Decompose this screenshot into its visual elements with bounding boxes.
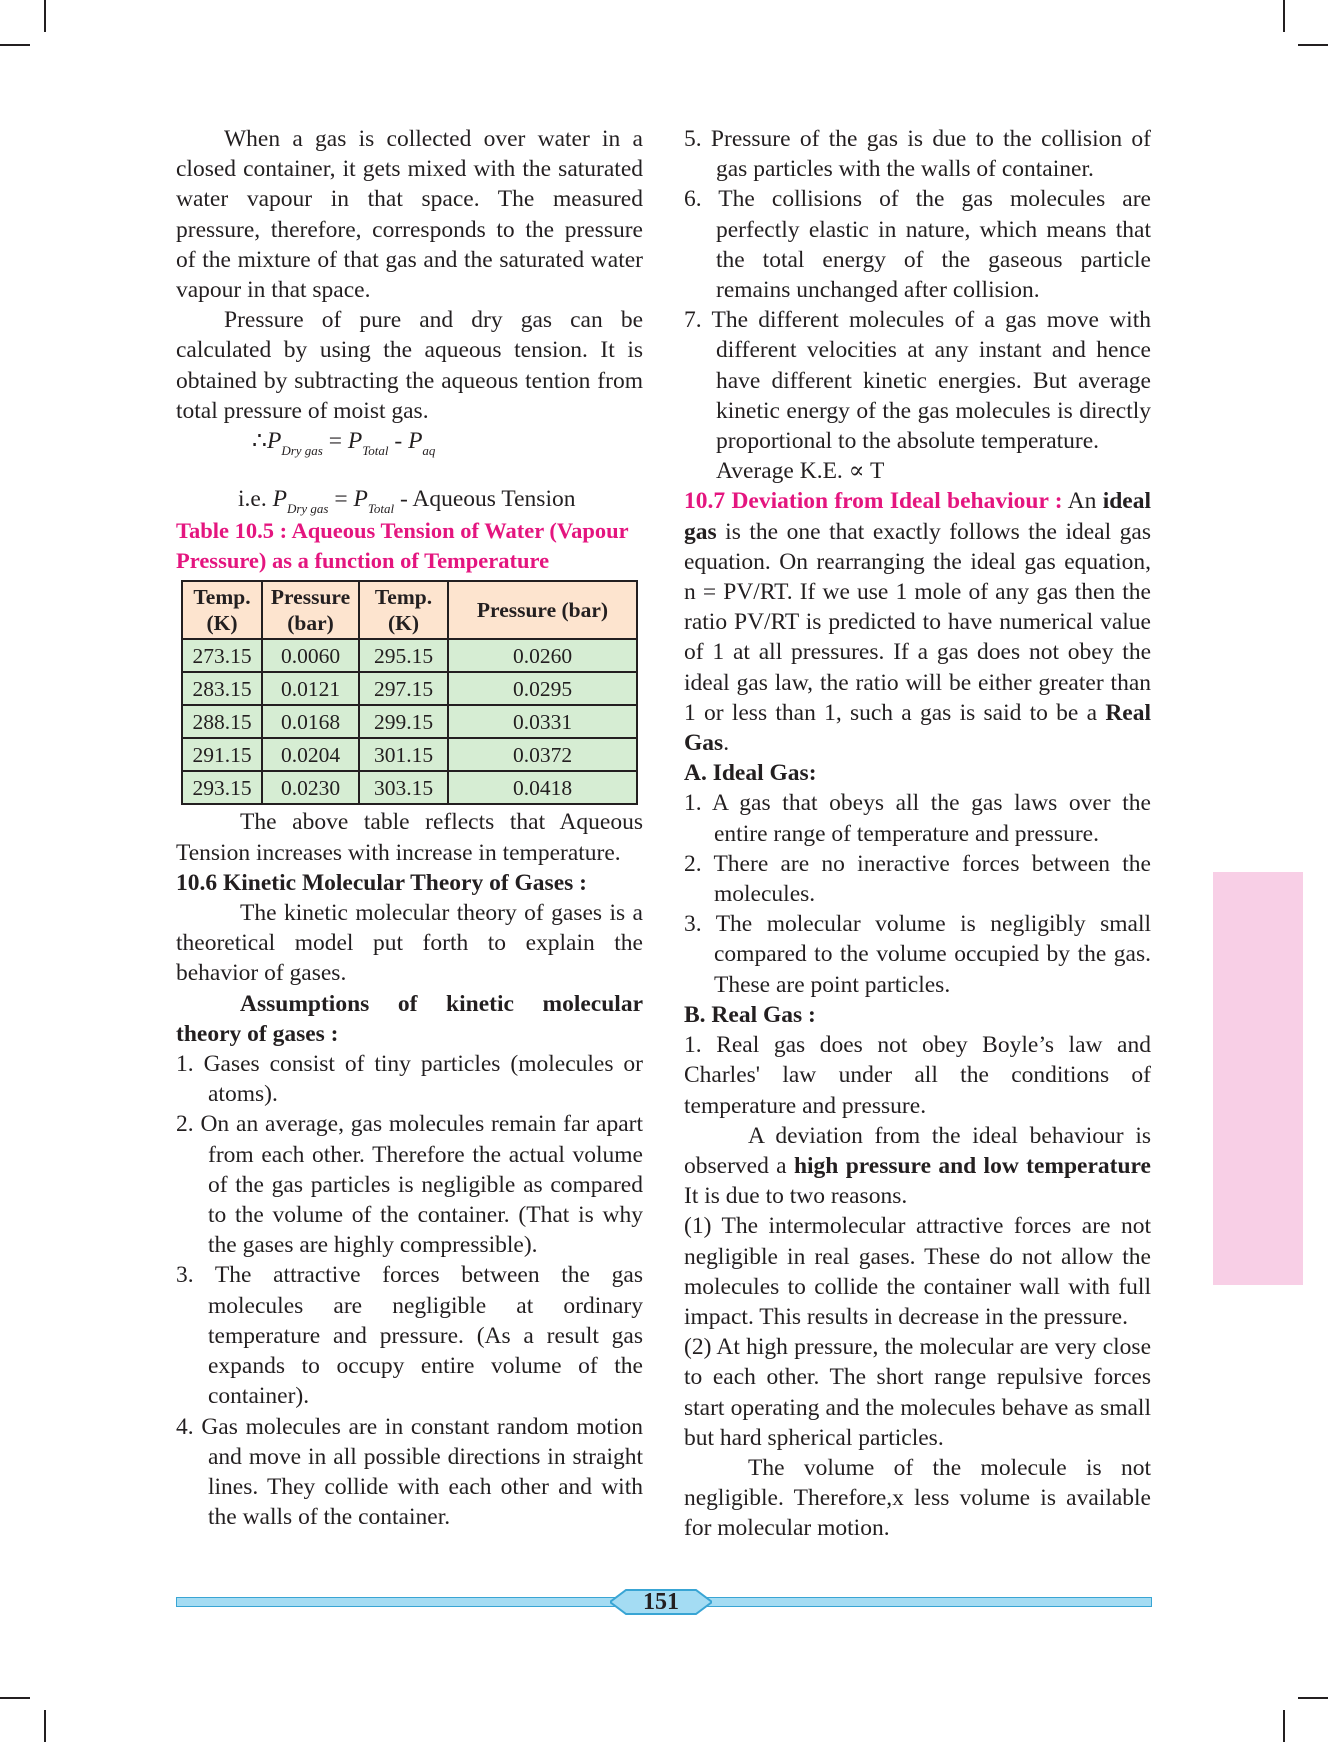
eq-subscript: Dry gas bbox=[281, 443, 323, 459]
table-row bbox=[182, 672, 637, 705]
eq-symbol: P bbox=[266, 428, 282, 455]
paragraph: The above table reflects that Aqueous Tension increases with increase in temperature. bbox=[176, 809, 643, 866]
table-header: Temp. (K) bbox=[359, 581, 448, 639]
eq-symbol: P bbox=[353, 486, 368, 513]
crop-mark bbox=[44, 0, 46, 32]
table-cell: 0.0060 bbox=[262, 639, 359, 672]
text-run: A deviation from the ideal behaviour is observed a bbox=[684, 1122, 1151, 1179]
eq-operator: = bbox=[328, 486, 354, 513]
paragraph: The kinetic molecular theory of gases is a theoretical model put forth to explain the behavior of gases. bbox=[176, 900, 643, 987]
crop-mark bbox=[1283, 1710, 1285, 1742]
eq-tail: - Aqueous Tension bbox=[394, 486, 576, 513]
right-column bbox=[684, 124, 1151, 1544]
paragraph: The volume of the molecule is not negligible. Therefore,x less volume is available for molecular motion. bbox=[684, 1454, 1151, 1542]
table-cell: 0.0204 bbox=[262, 738, 359, 771]
table-cell: 288.15 bbox=[182, 705, 262, 738]
table-header: Temp. (K) bbox=[182, 581, 262, 639]
eq-symbol: P bbox=[272, 486, 287, 513]
list-item: 1. A gas that obeys all the gas laws over the entire range of temperature and pressure. bbox=[684, 790, 1151, 847]
aqueous-tension-table bbox=[181, 580, 638, 805]
list-item: 4. Gas molecules are in constant random motion and move in all possible directions in straight lines. They collide with each other and with the walls of the container. bbox=[176, 1413, 643, 1531]
list-item: 1. Gases consist of tiny particles (molecules or atoms). bbox=[176, 1051, 643, 1108]
bold-term: high pressure and low temperature bbox=[793, 1152, 1151, 1179]
table-cell: 301.15 bbox=[359, 738, 448, 771]
eq-operator: - bbox=[388, 428, 409, 455]
paragraph: 1. Real gas does not obey Boyle’s law and Charles' law under all the conditions of temperature and pressure. bbox=[684, 1032, 1151, 1119]
section-heading: 10.6 Kinetic Molecular Theory of Gases : bbox=[176, 869, 587, 896]
table-cell: 0.0260 bbox=[448, 639, 637, 672]
table-cell: 291.15 bbox=[182, 738, 262, 771]
formula: Average K.E. ∝ T bbox=[716, 458, 885, 485]
subsection-heading: Assumptions of kinetic molecular theory of gases : bbox=[176, 990, 643, 1047]
table-cell: 295.15 bbox=[359, 639, 448, 672]
subsection-heading: A. Ideal Gas: bbox=[684, 760, 817, 787]
crop-mark bbox=[1298, 44, 1328, 46]
paragraph bbox=[684, 486, 1151, 758]
table-cell: 0.0168 bbox=[262, 705, 359, 738]
left-column bbox=[176, 124, 643, 1532]
table-cell: 293.15 bbox=[182, 771, 262, 804]
table-cell: 0.0230 bbox=[262, 771, 359, 804]
crop-mark bbox=[1298, 1697, 1328, 1699]
term-ideal-gas: ideal gas bbox=[684, 488, 1151, 545]
eq-symbol: P bbox=[408, 428, 423, 455]
text-run: is the one that exactly follows the ideal gas equation. On rearranging the ideal gas equation, n = PV/RT. If we use 1 mole of any gas then the ratio PV/RT is predicted to have numerical value of 1 at all pressures. If a gas does not obey the ideal gas law, the ratio will be either greater than 1 or less than 1, such a gas is said to be a bbox=[684, 518, 1151, 726]
crop-mark bbox=[44, 1710, 46, 1742]
list-item: 2. There are no ineractive forces between the molecules. bbox=[684, 850, 1151, 908]
table-cell: 297.15 bbox=[359, 672, 448, 705]
text-run: . bbox=[723, 730, 730, 757]
table-header: Pressure (bar) bbox=[262, 581, 359, 639]
eq-subscript: Total bbox=[367, 501, 395, 517]
paragraph bbox=[684, 1121, 1151, 1212]
table-row bbox=[182, 738, 637, 771]
table-cell: 0.0372 bbox=[448, 738, 637, 771]
therefore-symbol: ∴ bbox=[252, 428, 267, 455]
list-item: 5. Pressure of the gas is due to the collision of gas particles with the walls of container. bbox=[684, 126, 1151, 183]
text-run: An bbox=[1062, 488, 1103, 515]
table-row bbox=[182, 705, 637, 738]
table-row bbox=[182, 639, 637, 672]
crop-mark bbox=[1283, 0, 1285, 32]
eq-subscript: Total bbox=[362, 443, 389, 459]
eq-subscript: aq bbox=[422, 443, 436, 459]
side-tab bbox=[1213, 872, 1303, 1285]
page-footer bbox=[176, 1587, 1152, 1617]
eq-operator: = bbox=[322, 428, 348, 455]
subsection-heading: B. Real Gas : bbox=[684, 1001, 816, 1028]
list-item: 2. On an average, gas molecules remain far apart from each other. Therefore the actual volume of the gas particles is negligible as compared to the volume of the container. (That is why the gases are highly compressible). bbox=[176, 1111, 643, 1259]
table-cell: 299.15 bbox=[359, 705, 448, 738]
equation-aqueous-tension bbox=[238, 484, 643, 516]
list-item: 3. The attractive forces between the gas molecules are negligible at ordinary temperature and pressure. (As a result gas expands to occupy entire volume of the container). bbox=[176, 1262, 643, 1410]
crop-mark bbox=[0, 44, 30, 46]
eq-subscript: Dry gas bbox=[286, 501, 329, 517]
table-caption: Table 10.5 : Aqueous Tension of Water (Vapour Pressure) as a function of Temperature bbox=[176, 518, 629, 574]
list-item: 6. The collisions of the gas molecules are perfectly elastic in nature, which means that the total energy of the gaseous particle remains unchanged after collision. bbox=[684, 186, 1151, 304]
footer-bar-right bbox=[706, 1597, 1152, 1607]
equation-dry-gas bbox=[252, 426, 643, 484]
page-number: 151 bbox=[643, 1589, 679, 1615]
table-cell: 0.0295 bbox=[448, 672, 637, 705]
term-real-gas: Real Gas bbox=[684, 699, 1151, 757]
paragraph: (1) The intermolecular attractive forces are not negligible in real gases. These do not allow the molecules to collide the container wall with full impact. This results in decrease in the pressure. bbox=[684, 1213, 1151, 1330]
table-cell: 0.0121 bbox=[262, 672, 359, 705]
text-run: It is due to two reasons. bbox=[684, 1183, 908, 1210]
crop-mark bbox=[0, 1697, 30, 1699]
eq-prefix: i.e. bbox=[238, 486, 273, 513]
section-heading: 10.7 Deviation from Ideal behaviour : bbox=[684, 488, 1063, 515]
table-cell: 0.0331 bbox=[448, 705, 637, 738]
footer-bar-left bbox=[176, 1597, 618, 1607]
table-header: Pressure (bar) bbox=[448, 581, 637, 639]
paragraph: Pressure of pure and dry gas can be calculated by using the aqueous tension. It is obtained by subtracting the aqueous tention from total pressure of moist gas. bbox=[176, 307, 643, 424]
list-item: 3. The molecular volume is negligibly small compared to the volume occupied by the gas. These are point particles. bbox=[684, 911, 1151, 998]
table-cell: 0.0418 bbox=[448, 771, 637, 804]
table-row bbox=[182, 771, 637, 804]
paragraph: When a gas is collected over water in a closed container, it gets mixed with the saturated water vapour in that space. The measured pressure, therefore, corresponds to the pressure of the mixture of that gas and the saturated water vapour in that space. bbox=[176, 126, 643, 304]
paragraph: (2) At high pressure, the molecular are very close to each other. The short range repulsive forces start operating and the molecules behave as small but hard spherical particles. bbox=[684, 1334, 1151, 1451]
table-cell: 303.15 bbox=[359, 771, 448, 804]
list-item: 7. The different molecules of a gas move with different velocities at any instant and hence have different kinetic energies. But average kinetic energy of the gas molecules is directly proportional to the absolute temperature. bbox=[684, 307, 1151, 455]
table-cell: 273.15 bbox=[182, 639, 262, 672]
eq-symbol: P bbox=[347, 428, 363, 455]
table-cell: 283.15 bbox=[182, 672, 262, 705]
